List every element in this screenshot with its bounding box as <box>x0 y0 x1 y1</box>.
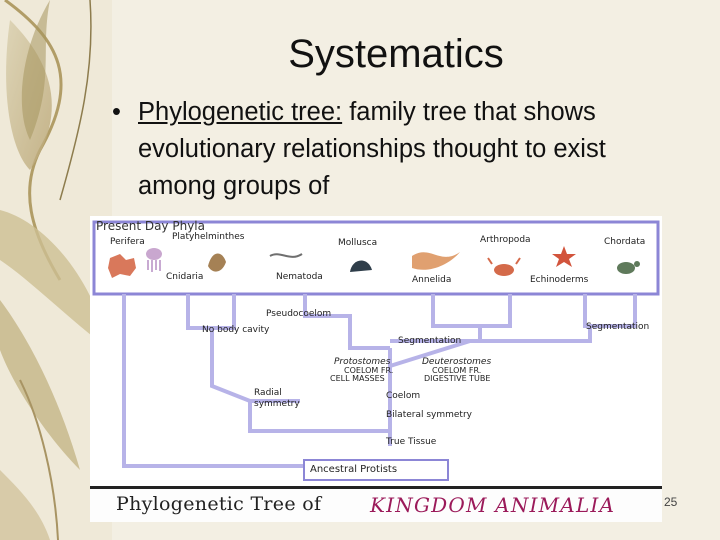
crab-icon <box>488 258 520 276</box>
phylum-nematoda: Nematoda <box>276 272 323 282</box>
annelid-icon <box>412 252 460 270</box>
label-protostomes-coelom: COELOM FR. <box>344 366 394 375</box>
turtle-icon <box>617 261 640 274</box>
phyla-header: Present Day Phyla <box>96 219 205 233</box>
label-pseudocoelom: Pseudocoelom <box>266 309 332 319</box>
jellyfish-icon <box>146 248 162 272</box>
label-coelom: Coelom <box>386 391 421 401</box>
sponge-icon <box>108 254 136 278</box>
label-deuterostomes-coelom: COELOM FR. <box>432 366 482 375</box>
term-phylogenetic-tree: Phylogenetic tree: <box>138 98 343 126</box>
definition-text: family tree that shows evolutionary relationships thought to exist among groups of <box>138 98 606 200</box>
label-protostomes: Protostomes <box>334 357 391 367</box>
phylum-chordata: Chordata <box>604 237 646 247</box>
slide-title: Systematics <box>288 32 504 76</box>
label-no-body-cavity: No body cavity <box>202 325 270 335</box>
clam-icon <box>350 260 372 272</box>
label-segmentation-right: Segmentation <box>586 322 650 332</box>
caption-left: Phylogenetic Tree of <box>116 493 322 515</box>
label-segmentation-left: Segmentation <box>398 336 462 346</box>
tree-diagram <box>90 216 662 486</box>
caption-divider <box>90 486 662 489</box>
label-true-tissue: True Tissue <box>386 437 437 447</box>
phylum-mollusca: Mollusca <box>338 238 378 248</box>
label-symmetry: symmetry <box>254 399 300 409</box>
phylum-platyhelminthes: Platyhelminthes <box>172 232 245 242</box>
caption-right: KINGDOM ANIMALIA <box>370 493 616 517</box>
label-radial: Radial <box>254 388 282 398</box>
phylum-cnidaria: Cnidaria <box>166 272 204 282</box>
label-protostomes-cells: CELL MASSES <box>330 374 385 383</box>
phylum-arthropoda: Arthropoda <box>480 235 531 245</box>
bullet-marker: • <box>112 98 121 126</box>
label-deuterostomes: Deuterostomes <box>422 357 492 367</box>
starfish-icon <box>552 246 576 267</box>
phylum-annelida: Annelida <box>412 275 452 285</box>
phylum-echinoderms: Echinoderms <box>530 275 589 285</box>
figure-caption <box>90 486 662 522</box>
phylum-perifera: Perifera <box>110 237 145 247</box>
flatworm-icon <box>208 253 226 271</box>
nematode-icon <box>270 254 302 257</box>
label-deuterostomes-tube: DIGESTIVE TUBE <box>424 374 491 383</box>
bullet-text <box>138 94 658 205</box>
label-bilateral-symmetry: Bilateral symmetry <box>386 410 472 420</box>
page-number: 25 <box>664 495 678 509</box>
phylogenetic-tree-figure <box>90 216 662 522</box>
label-ancestral-protists: Ancestral Protists <box>310 464 398 475</box>
